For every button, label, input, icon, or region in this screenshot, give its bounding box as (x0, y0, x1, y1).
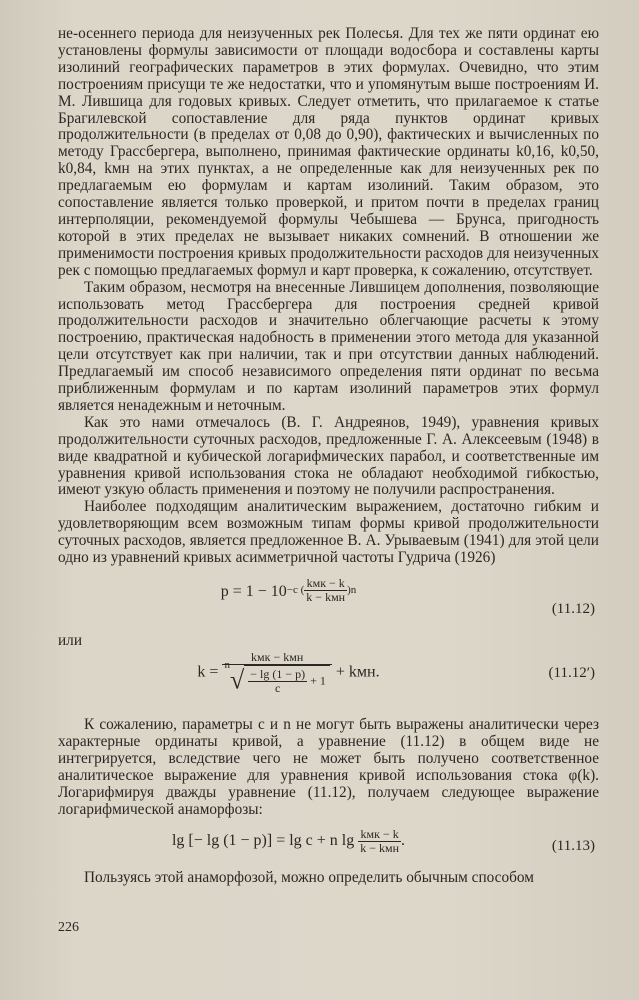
formula-3-tail: . (401, 832, 406, 850)
paragraph-5: К сожалению, параметры c и n не могут быть выражены аналитически через характерные ординаты кривой, а уравнение (11.12) в общем виде не интегрируется, вследствие чего не может быть получено соответственное аналитическое выражение для уравнения кривой использования стока φ(k). Логарифмируя дважды уравнение (11.12), получаем следующее выражение логарифмической анаморфозы: (58, 716, 599, 818)
formula-3-numerator: kмк − k (358, 828, 401, 842)
formula-2-tail: + kмн. (335, 663, 380, 681)
page-number: 226 (58, 920, 79, 935)
formula-2-root-index: n (224, 659, 230, 671)
formula-1-lhs: p = 1 − 10 (220, 583, 287, 600)
or-text: или (58, 632, 83, 649)
formula-2-inner-numerator: − lg (1 − p) (250, 667, 306, 681)
paragraph-1: не-осеннего периода для неизученных рек Полесья. Для тех же пяти ординат ею установлены формулы зависимости от площади водосбора и составлены карты изолиний географических параметров в этих формулах. Очевидно, что этим построениям присущи те же недостатки, что и упомянутым выше построениям И. М. Лившица для годовых кривых. Следует отметить, что прилагаемое к статье Брагилевской сопоставление для ряда пунктов ординат кривых продолжительности (в пределах от 0,08 до 0,90), фактических и вычисленных по методу Грассбергера, выполнено, принимая фактические ординаты k0,16, k0,50, k0,84, kмн на этих пунктах, а не определенные как для неизученных рек по предлагаемым ею формулам и картам изолиний. Таким образом, это сопоставление является только проверкой, и притом почти в пределах границ интерполяции, рекомендуемой формулы Чебышева — Брунса, пригодность которой в этих пределах не вызывает никаких сомнений. В отношении же применимости построения кривых продолжительности расходов для неизученных рек с помощью предлагаемых формул и карт проверка, к сожалению, отсутствует. (58, 25, 599, 279)
formula-1-power: n (350, 584, 357, 597)
formula-2-lhs: k = (197, 663, 219, 681)
paragraph-6: Пользуясь этой анаморфозой, можно определить обычным способом (84, 869, 534, 887)
paragraph-4: Наиболее подходящим аналитическим выражением, достаточно гибким и удовлетворяющим всем возможным типам формы кривой продолжительности суточных расходов, является предложенное В. А. Урываевым (1941) для этой цели одно из уравнений кривых асимметричной частоты Гудрича (1926) (58, 498, 599, 567)
formula-1-exp-prefix: −c (286, 584, 298, 597)
equation-number-11-13: (11.13) (551, 838, 595, 855)
formula-2-numerator: kмк − kмн (222, 651, 331, 665)
equation-number-11-12: (11.12) (551, 601, 595, 617)
formula-2-inner-denominator: c (274, 681, 281, 695)
paragraph-3: Как это нами отмечалось (В. Г. Андреянов, 1949), уравнения кривых продолжительности суточных расходов, предложенные Г. А. Алексеевым (1948) в виде квадратной и кубической логарифмических парабол, и соответственные им уравнения кривой использования стока не обладают необходимой гибкостью, имеют узкую область применения и поэтому не получили распространения. (58, 413, 599, 499)
formula-1-numerator: kмк − k (304, 577, 347, 591)
formula-11-13 (58, 824, 599, 870)
formula-1-denominator: k − kмн (306, 590, 346, 604)
paragraph-2: Таким образом, несмотря на внесенные Лившицем дополнения, позволяющие использовать метод Грассбергера для построения средней кривой продолжительности расходов и значительно облегчающие расчеты к этому построению, практическая надобность в применении этого метода для указанной цели отсутствует как при наличии, так и при отсутствии данных наблюдений. Предлагаемый им способ независимого определения пяти ординат по весьма приближенным формулам и по картам изолиний параметров этих формул является ненадежным и неточным. (58, 278, 599, 414)
formula-3-lhs: lg [− lg (1 − p)] = lg c + n lg (171, 832, 355, 850)
body-text-2 (58, 717, 599, 818)
equation-number-11-12-prime: (11.12′) (548, 665, 595, 681)
formula-11-12: $p = 1 - 10^{-c ( \frac{\text{kмк − k}}{\text{k − kмн}} )n}$ (11.12) (220, 576, 595, 617)
body-text (58, 26, 599, 567)
formula-3-denominator: k − kмн (360, 841, 400, 856)
formula-2-plus-one: + 1 (310, 673, 326, 688)
body-text-3 (58, 870, 599, 887)
formula-11-12-prime: k = kмк − kмн n√ $\frac{- \lg (1 - p)}{c}$ + 1 + kмн. (11.12′) (197, 650, 595, 695)
